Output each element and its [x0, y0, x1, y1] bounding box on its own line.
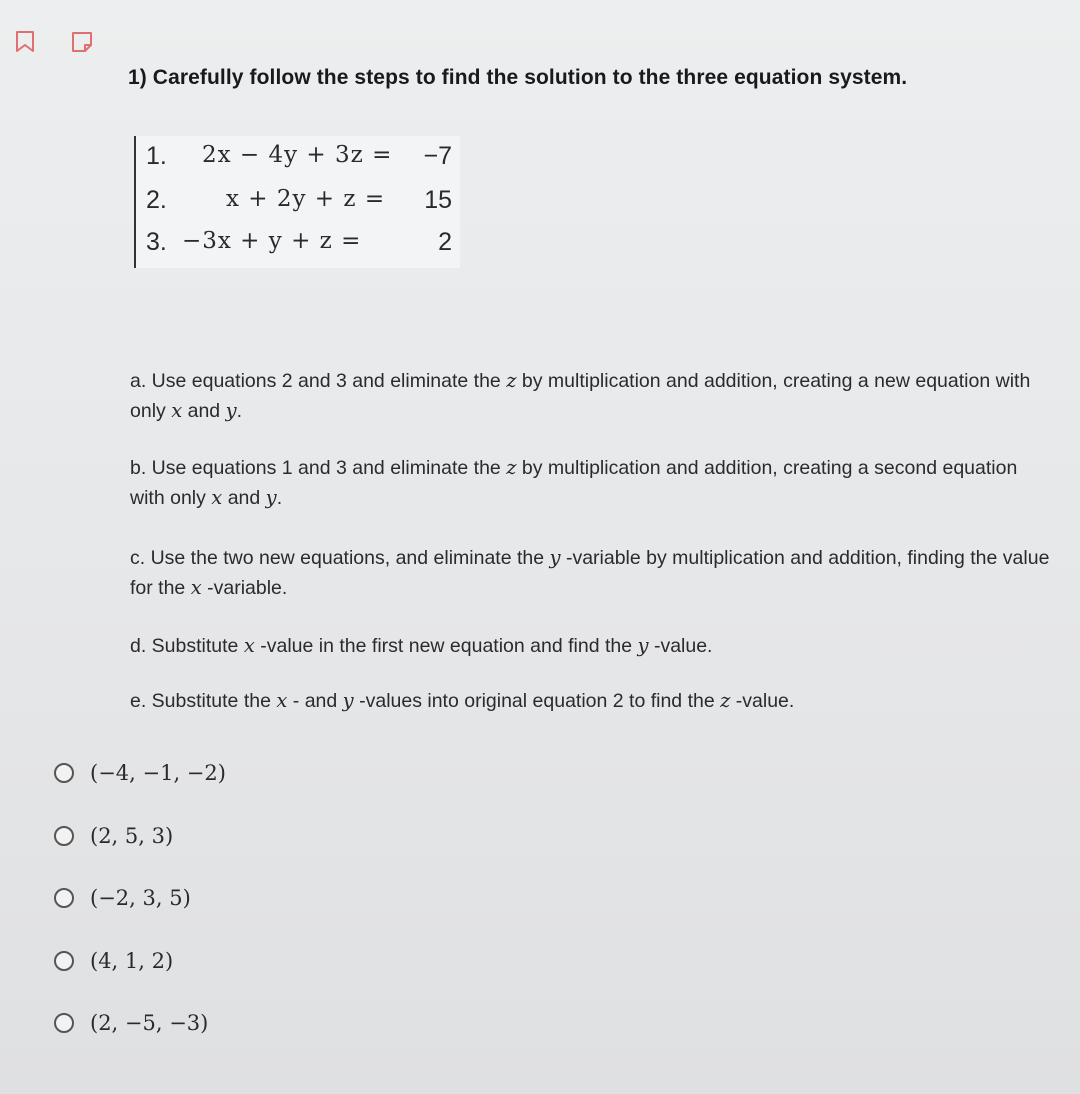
- toolbar: [14, 30, 94, 54]
- step-text: -variable by multiplication and addition, finding the value for the: [130, 547, 1050, 599]
- radio-button[interactable]: [54, 826, 74, 846]
- equation-rhs: 15: [424, 186, 452, 214]
- radio-button[interactable]: [54, 1013, 74, 1033]
- step-text: d. Substitute: [130, 635, 244, 657]
- step-text: and: [222, 487, 266, 509]
- step-variable: x: [243, 634, 255, 657]
- answer-choice[interactable]: [54, 940, 226, 982]
- step-text: .: [236, 400, 243, 422]
- answer-choice[interactable]: [54, 1002, 226, 1044]
- bookmark-icon[interactable]: [14, 30, 36, 54]
- step-text: -values into original equation 2 to find the: [353, 690, 721, 712]
- step-text: -value.: [730, 690, 795, 712]
- step-variable: x: [276, 689, 288, 712]
- step-variable: y: [225, 399, 237, 422]
- step-text: -value.: [648, 635, 713, 657]
- step-d: [130, 631, 1050, 661]
- answer-choice-label: (−4, −1, −2): [90, 761, 226, 785]
- step-text: -value in the first new equation and find the: [254, 635, 638, 657]
- step-a: [130, 366, 1050, 426]
- step-text: c. Use the two new equations, and eliminate the: [130, 547, 550, 569]
- equation-row: [146, 142, 452, 182]
- step-text: by multiplication and addition, creating a new equation with only: [130, 370, 1031, 422]
- answer-choice[interactable]: [54, 752, 226, 794]
- radio-button[interactable]: [54, 763, 74, 783]
- equation-expression: −3x + y + z =: [182, 228, 362, 254]
- answer-choice-label: (2, 5, 3): [90, 823, 174, 848]
- step-variable: y: [637, 634, 649, 657]
- step-text: -variable.: [201, 577, 288, 599]
- answer-choice-label: (2, −5, −3): [90, 1011, 209, 1035]
- step-variable: y: [549, 546, 561, 569]
- step-variable: y: [265, 486, 277, 509]
- answer-choice-label: (4, 1, 2): [90, 948, 174, 973]
- answer-choice[interactable]: [54, 877, 226, 919]
- equation-rhs: −7: [423, 142, 452, 170]
- answer-choice[interactable]: [54, 815, 226, 857]
- equation-expression: 2x − 4y + 3z =: [202, 142, 393, 168]
- equation-number: 3.: [146, 228, 167, 256]
- equation-rhs: 2: [438, 228, 452, 256]
- step-variable: x: [190, 576, 202, 599]
- equation-row: [146, 186, 452, 226]
- step-c: [130, 543, 1050, 603]
- step-variable: z: [506, 456, 517, 479]
- step-b: [130, 453, 1050, 513]
- equation-number: 1.: [146, 142, 167, 170]
- equation-expression: x + 2y + z =: [226, 186, 386, 212]
- equation-system: [134, 136, 460, 268]
- step-text: a. Use equations 2 and 3 and eliminate the: [130, 370, 507, 392]
- step-text: b. Use equations 1 and 3 and eliminate the: [130, 457, 507, 479]
- step-text: and: [182, 400, 226, 422]
- equation-number: 2.: [146, 186, 167, 214]
- question-title: 1) Carefully follow the steps to find the solution to the three equation system.: [128, 66, 908, 89]
- step-variable: z: [720, 689, 731, 712]
- equation-row: [146, 228, 452, 268]
- note-icon[interactable]: [70, 30, 94, 54]
- radio-button[interactable]: [54, 951, 74, 971]
- answer-choice-label: (−2, 3, 5): [90, 886, 191, 910]
- answer-choices: [54, 752, 226, 1065]
- step-variable: x: [171, 399, 183, 422]
- step-variable: x: [211, 486, 223, 509]
- step-text: by multiplication and addition, creating a second equation with only: [130, 457, 1018, 509]
- step-e: [130, 686, 1050, 716]
- step-text: e. Substitute the: [130, 690, 277, 712]
- step-text: .: [276, 487, 283, 509]
- step-text: - and: [287, 690, 343, 712]
- step-variable: y: [342, 689, 354, 712]
- radio-button[interactable]: [54, 888, 74, 908]
- step-variable: z: [506, 369, 517, 392]
